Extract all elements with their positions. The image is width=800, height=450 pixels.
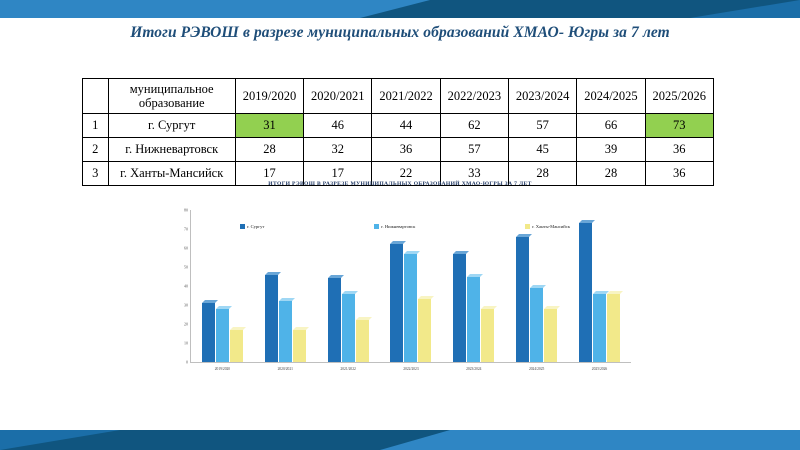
legend-label: г. Ханты-Мансийск — [532, 224, 570, 229]
table-header-cell-municipality: муниципальное образование — [108, 79, 235, 114]
x-axis-tick: 2022/2023 — [403, 367, 419, 371]
data-table-container — [82, 78, 714, 186]
row-municipality: г. Нижневартовск — [108, 138, 235, 162]
bar-surgut — [202, 303, 215, 362]
row-value-2025-2026: 73 — [645, 114, 713, 138]
row-index: 3 — [83, 162, 109, 186]
bar-nizhnevartovsk — [467, 277, 480, 363]
row-value-2022-2023: 57 — [440, 138, 508, 162]
bar-khanty-mansiysk — [418, 299, 431, 362]
bar-group-2024-2025 — [511, 210, 563, 371]
row-value-2020-2021: 46 — [304, 114, 372, 138]
bar-surgut — [516, 237, 529, 362]
row-index: 2 — [83, 138, 109, 162]
row-value-2024-2025: 39 — [577, 138, 645, 162]
x-axis-tick: 2023/2024 — [466, 367, 482, 371]
x-axis-tick: 2025/2026 — [591, 367, 608, 371]
row-value-2020-2021: 17 — [304, 162, 372, 186]
row-index: 1 — [83, 114, 109, 138]
bar-khanty-mansiysk — [544, 309, 557, 362]
row-value-2023-2024: 28 — [509, 162, 577, 186]
y-axis-tick: 0 — [186, 359, 188, 365]
row-value-2021-2022: 36 — [372, 138, 440, 162]
table-header-cell-2025-2026: 2025/2026 — [645, 79, 713, 114]
row-value-2025-2026: 36 — [645, 162, 713, 186]
y-axis-tick: 30 — [184, 302, 188, 308]
results-table — [82, 78, 714, 186]
row-value-2025-2026: 36 — [645, 138, 713, 162]
bar-group-2025-2026 — [573, 210, 625, 371]
bar-nizhnevartovsk — [342, 294, 355, 362]
bar-nizhnevartovsk — [279, 301, 292, 362]
bar-khanty-mansiysk — [356, 320, 369, 362]
table-header-cell-2022-2023: 2022/2023 — [440, 79, 508, 114]
legend-label: г. Сургут — [247, 224, 265, 229]
bar-nizhnevartovsk — [530, 288, 543, 362]
x-axis-tick: 2024/2025 — [528, 367, 545, 371]
table-header-cell-2023-2024: 2023/2024 — [509, 79, 577, 114]
chart-title: ИТОГИ РЭВОШ В РАЗРЕЗЕ МУНИЦИПАЛЬНЫХ ОБРАЗОВАНИЙ ХМАО-ЮГРЫ ЗА 7 ЛЕТ — [268, 181, 532, 187]
bar-nizhnevartovsk — [593, 294, 606, 362]
table-header-cell-2019-2020: 2019/2020 — [235, 79, 303, 114]
bar-group-2021-2022 — [322, 210, 374, 371]
legend-label: г. Нижневартовск — [381, 224, 416, 229]
row-value-2019-2020: 28 — [235, 138, 303, 162]
row-value-2022-2023: 62 — [440, 114, 508, 138]
bar-surgut — [453, 254, 466, 362]
row-value-2020-2021: 32 — [304, 138, 372, 162]
row-municipality: г. Сургут — [108, 114, 235, 138]
table-header-row — [83, 79, 714, 114]
row-value-2019-2020: 31 — [235, 114, 303, 138]
y-axis-tick: 10 — [184, 340, 188, 346]
bar-khanty-mansiysk — [607, 294, 620, 362]
table-header-cell-index — [83, 79, 109, 114]
table-header-cell-2021-2022: 2021/2022 — [372, 79, 440, 114]
table-row — [83, 114, 714, 138]
row-municipality: г. Ханты-Мансийск — [108, 162, 235, 186]
y-axis-tick: 20 — [184, 321, 188, 327]
bar-surgut — [579, 223, 592, 362]
y-axis-tick: 70 — [184, 226, 188, 232]
table-header-cell-2024-2025: 2024/2025 — [577, 79, 645, 114]
table-header — [83, 79, 714, 114]
x-axis-tick: 2019/2020 — [214, 367, 231, 371]
bar-khanty-mansiysk — [481, 309, 494, 362]
bar-nizhnevartovsk — [404, 254, 417, 362]
x-axis-tick: 2021/2022 — [340, 367, 356, 371]
row-value-2021-2022: 44 — [372, 114, 440, 138]
bar-surgut — [265, 275, 278, 362]
y-axis-tick: 40 — [184, 283, 188, 289]
row-value-2023-2024: 45 — [509, 138, 577, 162]
bar-nizhnevartovsk — [216, 309, 229, 362]
bar-khanty-mansiysk — [230, 330, 243, 362]
bar-group-2022-2023 — [385, 210, 437, 371]
bar-group-2019-2020 — [196, 210, 248, 371]
page-title: Итоги РЭВОШ в разрезе муниципальных образований ХМАО- Югры за 7 лет — [130, 24, 670, 41]
row-value-2024-2025: 28 — [577, 162, 645, 186]
row-value-2024-2025: 66 — [577, 114, 645, 138]
y-axis-tick: 50 — [184, 264, 188, 270]
x-axis-tick: 2020/2021 — [277, 367, 293, 371]
bar-chart — [150, 198, 650, 388]
table-header-cell-2020-2021: 2020/2021 — [304, 79, 372, 114]
y-axis-tick: 80 — [184, 207, 188, 213]
bar-group-2020-2021 — [259, 210, 311, 371]
y-axis-tick: 60 — [184, 245, 188, 251]
footer-band-light-accent — [380, 430, 800, 450]
chart-plot-area — [184, 207, 631, 371]
header-band-light-accent — [0, 0, 430, 18]
bar-surgut — [390, 244, 403, 362]
bar-khanty-mansiysk — [293, 330, 306, 362]
row-value-2021-2022: 22 — [372, 162, 440, 186]
table-row — [83, 138, 714, 162]
bar-group-2023-2024 — [448, 210, 500, 371]
table-body — [83, 114, 714, 186]
chart-bar-groups — [191, 210, 631, 371]
row-value-2019-2020: 17 — [235, 162, 303, 186]
row-value-2022-2023: 33 — [440, 162, 508, 186]
row-value-2023-2024: 57 — [509, 114, 577, 138]
bar-surgut — [328, 278, 341, 362]
